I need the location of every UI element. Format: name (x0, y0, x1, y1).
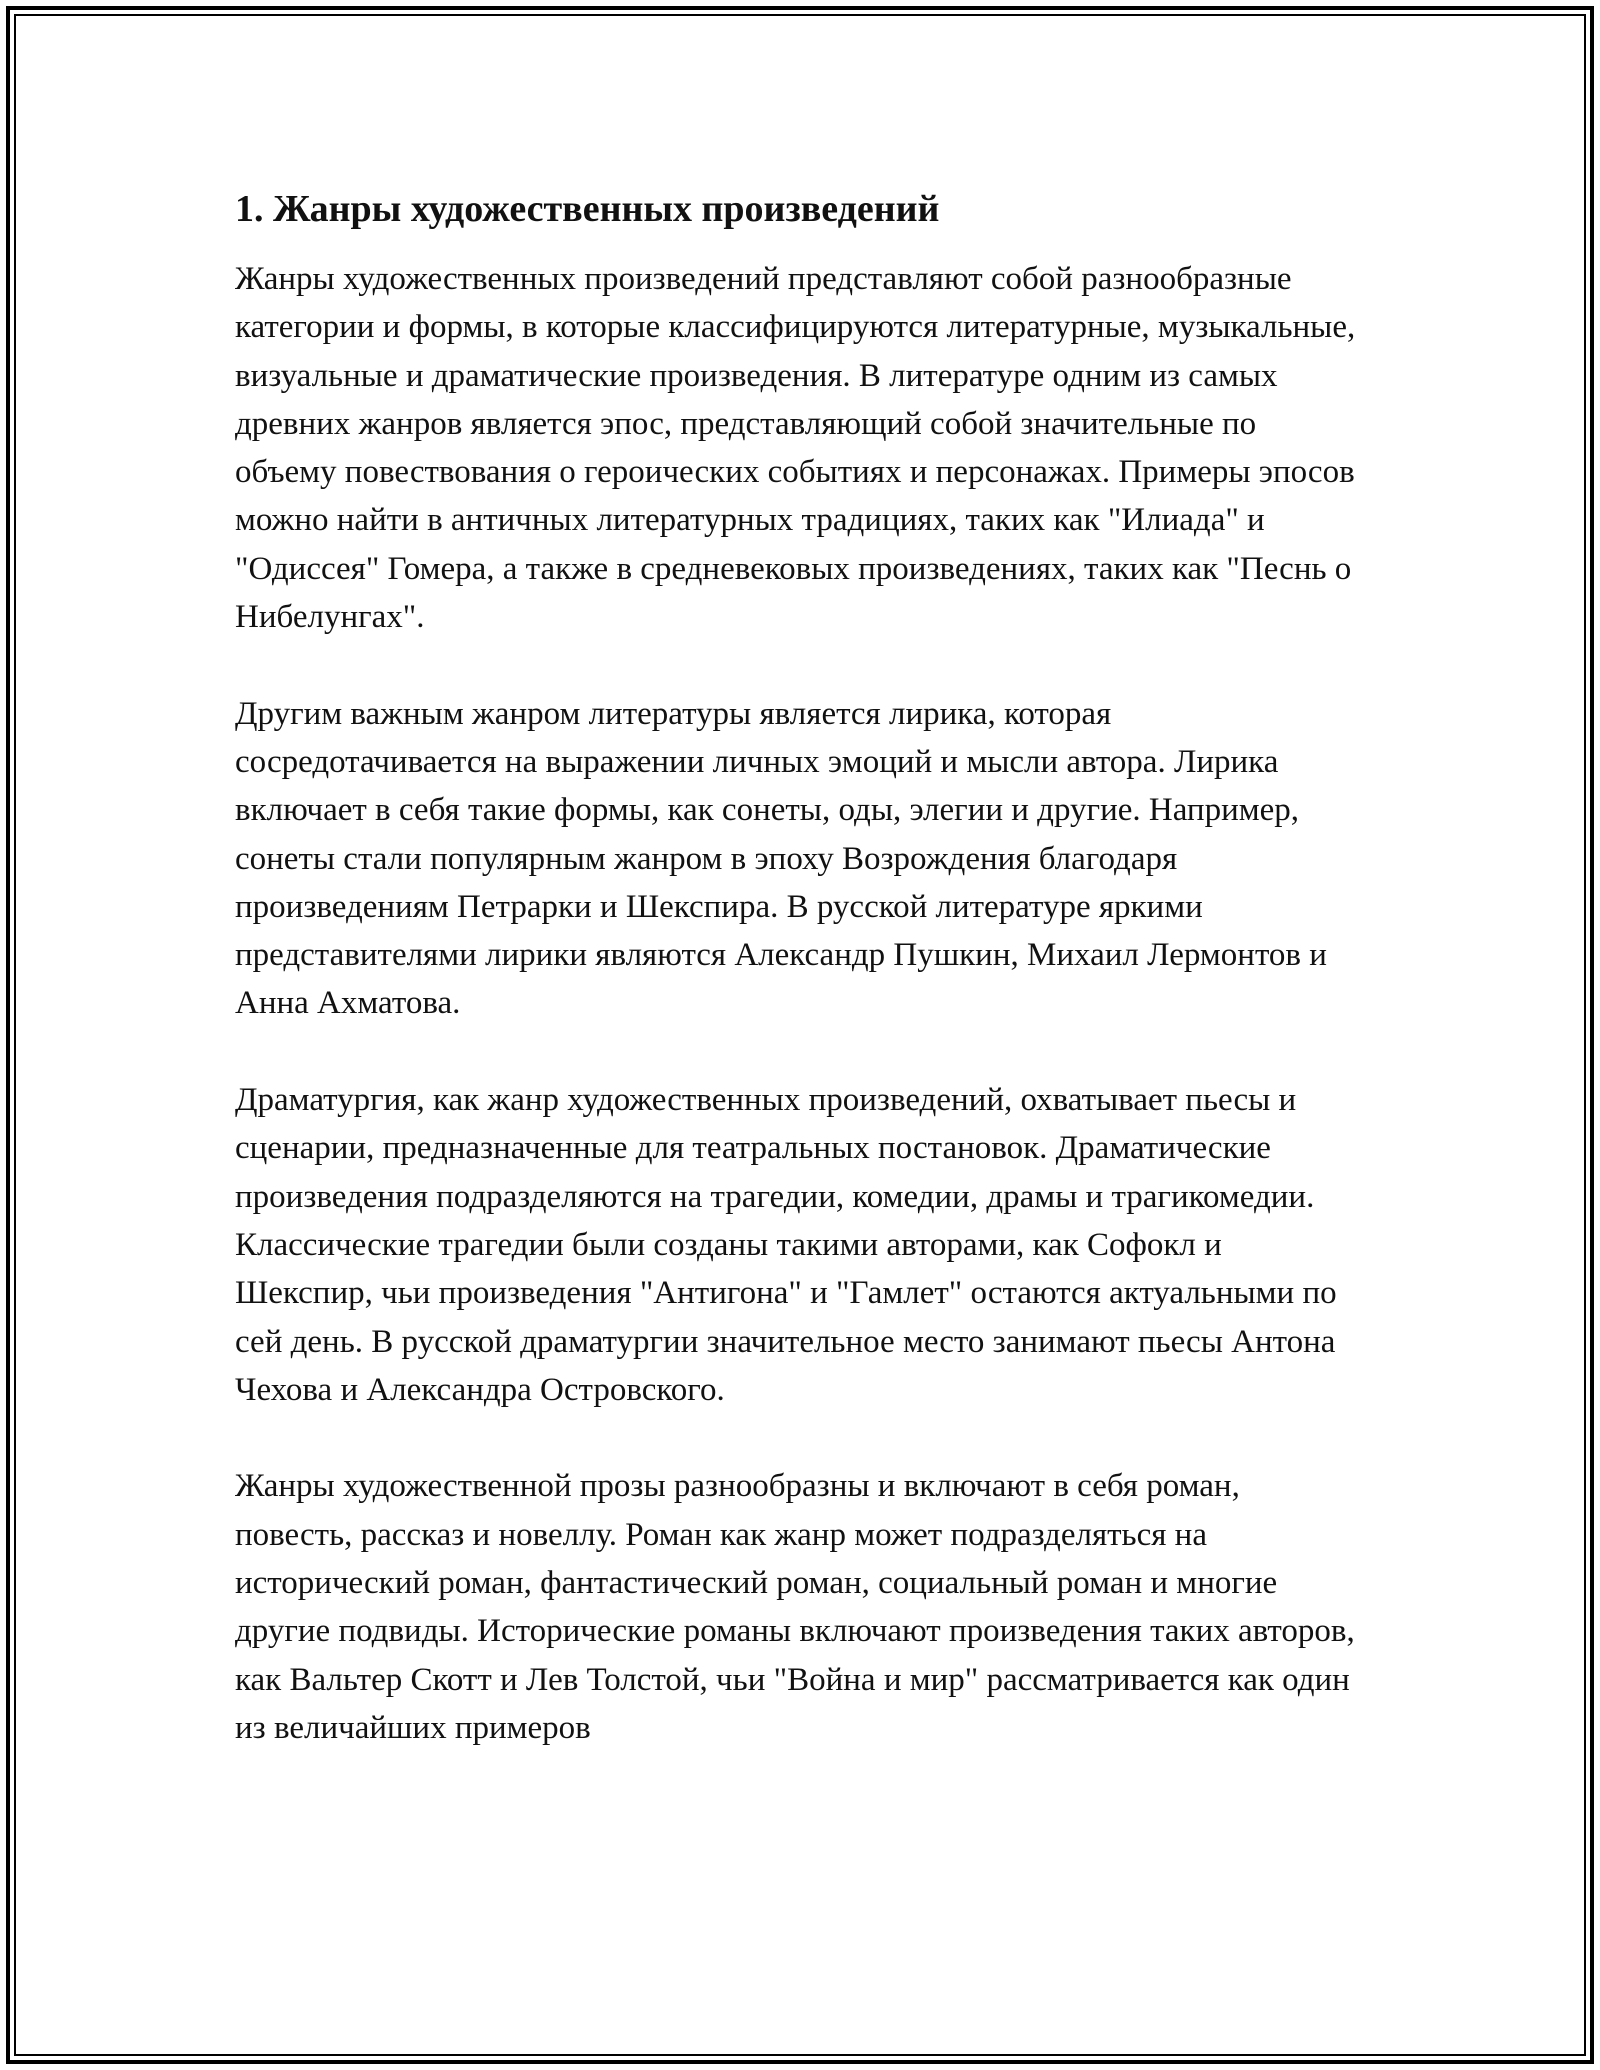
paragraph-lyric: Другим важным жанром литературы является лирика, которая сосредотачивается на выражении личных эмоций и мысли автора. Лирика включает в себя такие формы, как сонеты, оды, элегии и другие. Например, сонеты стали популярным жанром в эпоху Возрождения благодаря произведениям Петрарки и Шекспира. В русской литературе яркими представителями лирики являются Александр Пушкин, Михаил Лермонтов и Анна Ахматова. (235, 695, 1327, 1022)
paragraph-epic: Жанры художественных произведений представляют собой разнообразные категории и формы, в которые классифицируются литературные, музыкальные, визуальные и драматические произведения. В литературе одним из самых древних жанров является эпос, представляющий собой значительные по объему повествования о героических событиях и персонажах. Примеры эпосов можно найти в античных литературных традициях, таких как "Илиада" и "Одиссея" Гомера, а также в средневековых произведениях, таких как "Песнь о Нибелунгах". (235, 261, 1356, 636)
paragraph-drama: Драматургия, как жанр художественных произведений, охватывает пьесы и сценарии, предназначенные для театральных постановок. Драматические произведения подразделяются на трагедии, комедии, драмы и трагикомедии. Классические трагедии были созданы такими авторами, как Софокл и Шекспир, чьи произведения "Антигона" и "Гамлет" остаются актуальными по сей день. В русской драматургии значительное место занимают пьесы Антона Чехова и Александра Островского. (235, 1082, 1337, 1408)
paragraph-prose: Жанры художественной прозы разнообразны и включают в себя роман, повесть, рассказ и новеллу. Роман как жанр может подразделяться на исторический роман, фантастический роман, социальный роман и многие другие подвиды. Исторические романы включают произведения таких авторов, как Вальтер Скотт и Лев Толстой, чьи "Война и мир" рассматривается как один из величайших примеров (235, 1468, 1355, 1746)
section-heading: 1. Жанры художественных произведений (235, 188, 940, 230)
document-body (235, 185, 1365, 1752)
